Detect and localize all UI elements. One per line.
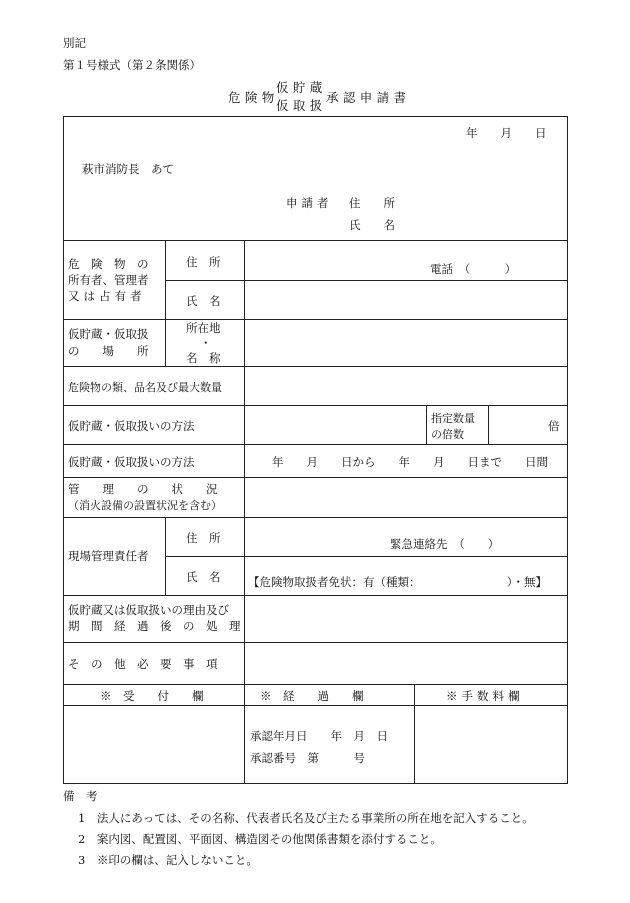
- owner-phone: 電話 （ ）: [430, 262, 517, 276]
- site-manager-label: 現場管理責任者: [68, 549, 149, 563]
- reception-column-label: ※ 受 付 欄: [100, 689, 204, 703]
- owner-label-1: 危 険 物 の: [68, 257, 149, 271]
- annex-label: 別記: [63, 36, 86, 50]
- note-item: 2 案内図、配置図、平面図、構造図その他関係書類を添付すること。: [78, 832, 442, 846]
- place-label-2: の 場 所: [68, 344, 149, 358]
- application-date: 年 月 日: [466, 126, 547, 140]
- applicant-name-label: 氏 名: [349, 218, 395, 232]
- title-stack-top: 仮貯蔵: [276, 80, 327, 95]
- owner-label-3: 又は占有者: [68, 289, 146, 303]
- place-label-1: 仮貯蔵・仮取扱: [68, 327, 149, 341]
- note-item: 1 法人にあっては、その名称、代表者氏名及び主たる事業所の所在地を記入すること。: [78, 811, 534, 825]
- place-name-label: 名 称: [186, 351, 221, 365]
- form-number: 第１号様式（第２条関係）: [63, 58, 201, 72]
- place-location-label: 所在地: [186, 321, 221, 335]
- applicant-address-label: 住 所: [349, 196, 395, 210]
- site-name-label: 氏 名: [186, 570, 221, 584]
- license-status: 【危険物取扱者免状：有（種類： ）・無】: [248, 575, 547, 589]
- multiple-label-2: の倍数: [431, 428, 464, 441]
- period-label: 仮貯蔵・仮取扱いの方法: [68, 455, 195, 469]
- place-separator: ・: [200, 336, 212, 350]
- title-prefix: 危険物: [228, 90, 279, 105]
- note-item: 3 ※印の欄は、記入しないこと。: [78, 853, 258, 867]
- owner-address-label: 住 所: [186, 255, 221, 269]
- title-suffix: 承認申請書: [326, 90, 411, 105]
- approval-number: 承認番号 第 号: [250, 751, 365, 765]
- fee-column-label: ※手数料欄: [446, 689, 524, 703]
- types-label: 危険物の類、品名及び最大数量: [68, 381, 222, 394]
- notes-title: 備 考: [63, 789, 98, 803]
- reason-label-2: 期 間 経 過 後 の 処 理: [68, 619, 241, 633]
- multiple-unit: 倍: [548, 419, 560, 433]
- owner-name-label: 氏 名: [186, 294, 221, 308]
- multiple-label-1: 指定数量: [431, 412, 475, 425]
- reason-label-1: 仮貯蔵又は仮取扱いの理由及び: [68, 603, 229, 617]
- title-stack-bottom: 仮取扱: [276, 98, 327, 113]
- addressee: 萩市消防長 あて: [82, 162, 174, 176]
- method-label: 仮貯蔵・仮取扱いの方法: [68, 419, 195, 433]
- management-label-1: 管 理 の 状 況: [68, 482, 218, 496]
- site-address-label: 住 所: [186, 531, 221, 545]
- owner-label-2: 所有者、管理者: [68, 273, 149, 287]
- applicant-label: 申請者: [286, 196, 333, 210]
- approval-date: 承認年月日 年 月 日: [250, 729, 388, 743]
- management-label-2: （消火設備の設置状況を含む）: [68, 499, 222, 512]
- period-value: 年 月 日から 年 月 日まで 日間: [272, 455, 548, 469]
- progress-column-label: ※ 経 過 欄: [260, 689, 364, 703]
- emergency-contact: 緊急連絡先 （ ）: [390, 537, 500, 551]
- other-matters-label: そ の 他 必 要 事 項: [68, 657, 218, 671]
